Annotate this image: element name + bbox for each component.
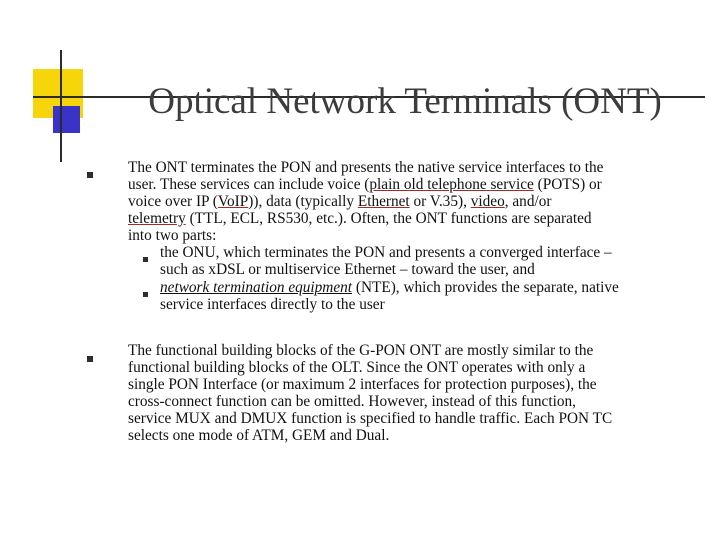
sub-bullet-1-text	[160, 244, 612, 278]
text-line: network termination equipment (NTE), which provides the separate, native	[160, 279, 619, 296]
text-line: voice over IP (VoIP)), data (typically Ethernet or V.35), video, and/or	[128, 193, 552, 210]
text-line: into two parts:	[128, 227, 217, 244]
video-link[interactable]: video	[470, 193, 505, 210]
text-line: user. These services can include voice (plain old telephone service (POTS) or	[128, 176, 602, 193]
text-line: single PON Interface (or maximum 2 interfaces for protection purposes), the	[128, 376, 597, 393]
bullet-marker	[87, 356, 93, 362]
text-line: functional building blocks of the OLT. Since the ONT operates with only a	[128, 359, 586, 376]
bullet-marker	[87, 172, 93, 178]
text-line: such as xDSL or multiservice Ethernet – toward the user, and	[160, 261, 535, 278]
text-line: service interfaces directly to the user	[160, 296, 385, 313]
text-line: The ONT terminates the PON and presents the native service interfaces to the	[128, 159, 604, 176]
nte-link[interactable]: network termination equipment	[160, 279, 353, 296]
text-line: The functional building blocks of the G-PON ONT are mostly similar to the	[128, 342, 594, 359]
plain-old-telephone-service-link[interactable]: plain old telephone service	[369, 176, 534, 193]
sub-bullet-marker	[143, 257, 148, 262]
text-line: service MUX and DMUX function is specified to handle traffic. Each PON TC	[128, 410, 613, 427]
text-line: cross-connect function can be omitted. However, instead of this function,	[128, 393, 576, 410]
bullet-1-text	[128, 159, 603, 244]
sub-bullet-2-text	[160, 279, 619, 313]
voip-link[interactable]: VoIP	[217, 193, 249, 210]
text-line: selects one mode of ATM, GEM and Dual.	[128, 427, 390, 444]
bullet-2-text	[128, 342, 612, 444]
sub-bullet-marker	[143, 292, 148, 297]
ethernet-link[interactable]: Ethernet	[357, 193, 410, 210]
telemetry-link[interactable]: telemetry	[128, 210, 186, 227]
text-line: telemetry (TTL, ECL, RS530, etc.). Often, the ONT functions are separated	[128, 210, 592, 227]
slide-title: Optical Network Terminals (ONT)	[148, 81, 662, 122]
text-line: the ONU, which terminates the PON and presents a converged interface –	[160, 244, 612, 261]
